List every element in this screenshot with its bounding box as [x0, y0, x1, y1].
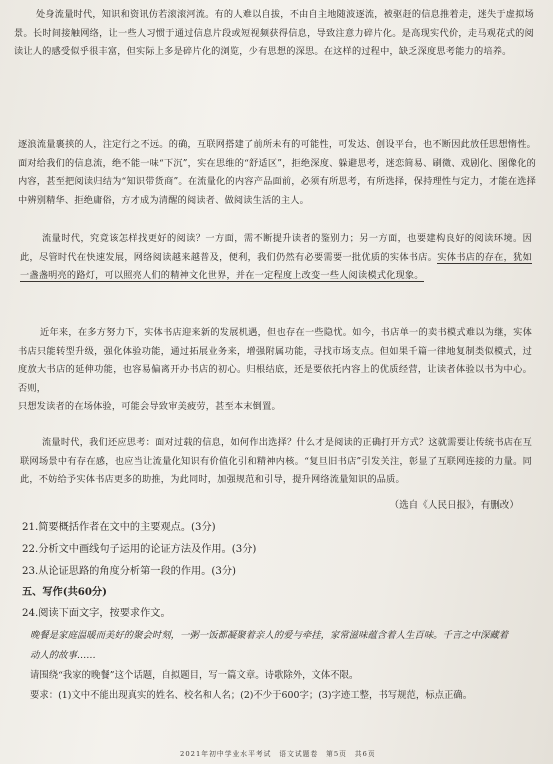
question-23: 23.从论证思路的角度分析第一段的作用。(3分) — [22, 566, 237, 577]
question-24: 24.阅读下面文字，按要求作文。 — [22, 608, 171, 619]
article-paragraph-4-end: 只想发读者的在场体验，可能会导致审美疲劳，甚至本末倒置。 — [18, 401, 281, 412]
underlined-sentence: 实体书店的存在，犹如一盏盏明亮的路灯，可以照亮人们的精神文化世界，并在一定程度上改变一些人阅读模式化现象。 — [20, 251, 533, 282]
article-paragraph-3 — [20, 230, 532, 286]
article-paragraph-1: 处身流量时代，知识和资讯仿若滚滚河流。有的人难以自拔，不由自主地随波逐流，被驱赶的信息推着走，迷失于虚拟场景。长时间接触网络，让一些人习惯于通过信息片段或短视频获得信息，导致注意力碎片化。是高现实代价，走马观花式的阅读让人的感受似乎很丰富，但实际上多是碎片化的浏览，少有思想的深思。在这样的过程中，缺乏深度思考能力的培养。 — [14, 9, 534, 58]
article-paragraph-5: 流量时代，我们还应思考：面对过载的信息，如何作出选择？什么才是阅读的正确打开方式？这就需要让传统书店在互联网场景中有存在感，也应当让流量化知识有价值化引和精神内核。“复旦旧书店”引发关注，彰显了互联网连接的力量。同此，不妨给予实体书店更多的助推，为此同时，加强规范和引导，提升网络流量知识的品质。 — [20, 437, 532, 486]
essay-prompt — [30, 626, 510, 706]
article-source: （选自《人民日报》，有删改） — [389, 500, 519, 511]
article-paragraph-3-text: 流量时代，究竟该怎样找更好的阅读？一方面，需不断提升读者的鉴别力；另一方面，也要建构良好的阅读环境。因此，尽管时代在快速发展，网络阅读越来越普及，便利，我们仍然有必要需要一批优质的实体书店。 — [20, 233, 532, 263]
essay-material: 晚餐是家庭温暖而美好的聚会时刻，一粥一饭都凝聚着亲人的爱与牵挂，家常滋味蕴含着人生百味。千言之中深藏着动人的故事…… — [30, 630, 509, 661]
question-22: 22.分析文中画线句子运用的论证方法及作用。(3分) — [22, 544, 257, 555]
page-footer: 2021年初中学业水平考试 语文试题卷 第5页 共6页 — [180, 750, 376, 758]
article-paragraph-4: 近年来，在多方努力下，实体书店迎来新的发展机遇，但也存在一些隐忧。如今，书店单一的卖书模式难以为继，实体书店只能转型升级，强化体验功能，通过拓展业务来，增强附属功能，寻找市场支点。但如果千篇一律地复制类似模式，过度放大书店的延伸功能，也容易偏离开办书店的初心。归根结底，还是要依托内容上的优质经营，让读者体验以书为中心。否则， — [18, 327, 532, 394]
article-paragraph-2: 逐浪流量裹挟的人，注定行之不远。的确，互联网搭建了前所未有的可能性，可发达、创设平台，也不断因此放任思想惰性。面对给我们的信息流，绝不能一味“下沉”，实在思维的“舒适区”，拒绝深度、躲避思考，迷恋简易、刷微、戏剧化、图像化的内容，甚至把阅读归结为“知识带货商”。在流量化的内容产品面前，必须有所思考，有所选择，保持理性与定力，才能在选择中辨别精华、拒绝庸俗，方才成为清醒的阅读者、做阅读生活的主人。 — [18, 139, 536, 206]
essay-requirements: 要求：(1)文中不能出现真实的姓名、校名和人名；(2)不少于600字；(3)字迹工整，书写规范，标点正确。 — [30, 690, 473, 701]
question-21: 21.简要概括作者在文中的主要观点。(3分) — [22, 522, 216, 533]
essay-instruction: 请围绕“我家的晚餐”这个话题，自拟题目，写一篇文章。诗歌除外，文体不限。 — [30, 670, 359, 681]
section-writing-heading: 五、写作(共60分) — [22, 586, 107, 598]
